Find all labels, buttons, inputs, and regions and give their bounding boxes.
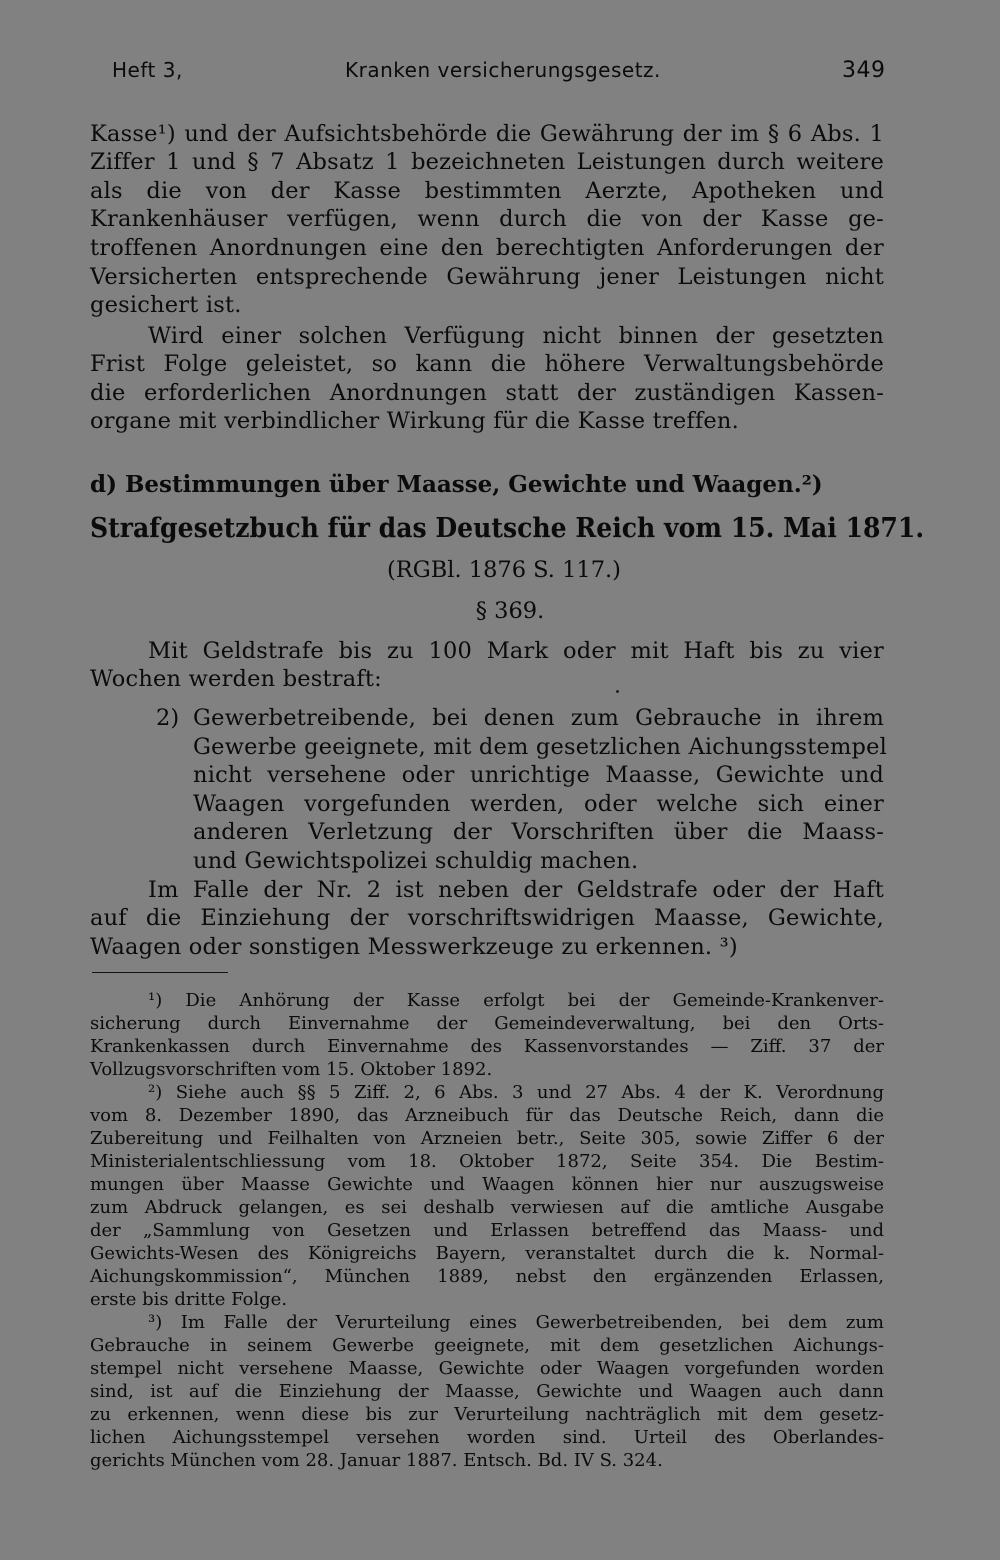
body-line: troffenen Anordnungen eine den berechtigten Anforderungen der xyxy=(90,235,884,261)
body-line: organe mit verbindlicher Wirkung für die Kasse treffen. xyxy=(90,408,739,434)
footnote-line: Aichungskommission“, München 1889, nebst den ergänzenden Erlassen, xyxy=(90,1266,884,1287)
speck xyxy=(616,690,619,693)
footnote-line: Zubereitung und Feilhalten von Arzneien betr., Seite 305, sowie Ziffer 6 der xyxy=(90,1128,884,1149)
footnote-line: lichen Aichungsstempel versehen worden sind. Urteil des Oberlandes- xyxy=(90,1427,884,1448)
body-line: Frist Folge geleistet, so kann die höhere Verwaltungsbehörde xyxy=(90,351,884,377)
law-line: Wochen werden bestraft: xyxy=(90,666,382,692)
law-item-line: und Gewichtspolizei schuldig machen. xyxy=(193,848,639,874)
law-line: Waagen oder sonstigen Messwerkzeuge zu erkennen. ³) xyxy=(90,934,738,960)
page-number: 349 xyxy=(842,58,886,83)
footnote-line: sicherung durch Einvernahme der Gemeindeverwaltung, bei den Orts- xyxy=(90,1013,884,1034)
running-header-title: Kranken versicherungsgesetz. xyxy=(345,58,661,82)
footnote-line: Gebrauche in seinem Gewerbe geeignete, mit dem gesetzlichen Aichungs- xyxy=(90,1335,884,1356)
footnote-line: zum Abdruck gelangen, es sei deshalb verwiesen auf die amtliche Ausgabe xyxy=(90,1197,884,1218)
footnote-line: mungen über Maasse Gewichte und Waagen können hier nur auszugsweise xyxy=(90,1174,884,1195)
footnote-line: ²) Siehe auch §§ 5 Ziff. 2, 6 Abs. 3 und 27 Abs. 4 der K. Verordnung xyxy=(148,1082,884,1103)
law-item-line: anderen Verletzung der Vorschriften über die Maass- xyxy=(193,819,884,845)
law-item-line: Gewerbetreibende, bei denen zum Gebrauche in ihrem xyxy=(193,705,884,731)
footnote-line: ³) Im Falle der Verurteilung eines Gewerbetreibenden, bei dem zum xyxy=(148,1312,884,1333)
body-line: Kasse¹) und der Aufsichtsbehörde die Gewährung der im § 6 Abs. 1 xyxy=(90,121,884,147)
body-line: Krankenhäuser verfügen, wenn durch die von der Kasse ge- xyxy=(90,206,884,232)
body-line: die erforderlichen Anordnungen statt der zuständigen Kassen- xyxy=(90,380,884,406)
footnote-line: erste bis dritte Folge. xyxy=(90,1289,288,1310)
paragraph-number: § 369. xyxy=(475,598,545,624)
footnote-line: gerichts München vom 28. Januar 1887. Entsch. Bd. IV S. 324. xyxy=(90,1450,663,1471)
law-item-line: Waagen vorgefunden werden, oder welche sich einer xyxy=(193,791,884,817)
footnote-line: zu erkennen, wenn diese bis zur Verurteilung nachträglich mit dem gesetz- xyxy=(90,1404,884,1425)
footnote-line: stempel nicht versehene Maasse, Gewichte oder Waagen vorgefunden worden xyxy=(90,1358,884,1379)
body-line: Versicherten entsprechende Gewährung jener Leistungen nicht xyxy=(90,264,884,290)
body-line: als die von der Kasse bestimmten Aerzte, Apotheken und xyxy=(90,178,884,204)
law-line: Mit Geldstrafe bis zu 100 Mark oder mit Haft bis zu vier xyxy=(148,638,884,664)
law-item-line: nicht versehene oder unrichtige Maasse, Gewichte und xyxy=(193,762,884,788)
law-title: Strafgesetzbuch für das Deutsche Reich vom 15. Mai 1871. xyxy=(90,513,925,544)
footnote-line: sind, ist auf die Einziehung der Maasse, Gewichte und Waagen auch dann xyxy=(90,1381,884,1402)
footnote-line: Ministerialentschliessung vom 18. Oktober 1872, Seite 354. Die Bestim- xyxy=(90,1151,884,1172)
law-line: auf die Einziehung der vorschriftswidrigen Maasse, Gewichte, xyxy=(90,905,884,931)
footnote-divider xyxy=(92,972,228,973)
footnote-line: der „Sammlung von Gesetzen und Erlassen betreffend das Maass- und xyxy=(90,1220,884,1241)
law-source: (RGBl. 1876 S. 117.) xyxy=(387,557,621,583)
footnote-line: ¹) Die Anhörung der Kasse erfolgt bei der Gemeinde-Krankenver- xyxy=(148,990,884,1011)
section-heading: d) Bestimmungen über Maasse, Gewichte und Waagen.²) xyxy=(90,471,823,498)
footnote-line: Gewichts-Wesen des Königreichs Bayern, veranstaltet durch die k. Normal- xyxy=(90,1243,884,1264)
law-item-line: Gewerbe geeignete, mit dem gesetzlichen Aichungsstempel xyxy=(193,734,888,760)
running-header-issue: Heft 3, xyxy=(112,58,183,82)
footnote-line: vom 8. Dezember 1890, das Arzneibuch für das Deutsche Reich, dann die xyxy=(90,1105,884,1126)
law-line: Im Falle der Nr. 2 ist neben der Geldstrafe oder der Haft xyxy=(148,877,884,903)
body-line: Ziffer 1 und § 7 Absatz 1 bezeichneten Leistungen durch weitere xyxy=(90,149,884,175)
footnote-line: Vollzugsvorschriften vom 15. Oktober 1892. xyxy=(90,1059,493,1080)
body-line: gesichert ist. xyxy=(90,292,242,318)
body-line: Wird einer solchen Verfügung nicht binnen der gesetzten xyxy=(148,323,884,349)
footnote-line: Krankenkassen durch Einvernahme des Kassenvorstandes — Ziff. 37 der xyxy=(90,1036,884,1057)
item-number: 2) xyxy=(156,705,180,731)
